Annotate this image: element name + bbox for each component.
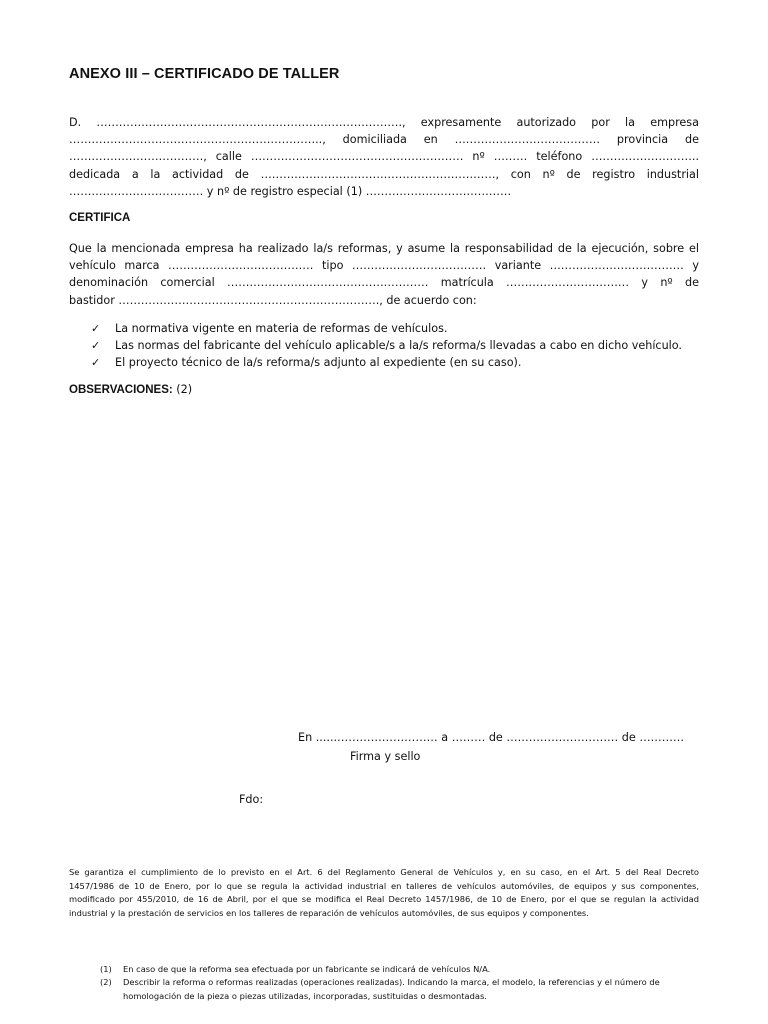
certifica-line: Que la mencionada empresa ha realizado la/s reformas, y asume la responsabilidad de la ejecución, sobre el [69,242,699,255]
footnote-text: Describir la reforma o reformas realizadas (operaciones realizadas). Indicando la marca, el modelo, la referencias y el número de [123,977,660,988]
checklist-item-text: La normativa vigente en materia de reformas de vehículos. [115,322,448,335]
footnotes [100,963,700,1003]
checklist-item [69,320,709,337]
document-page [69,66,699,82]
observaciones-label: OBSERVACIONES: [69,384,173,396]
intro-line: ………………………………, calle ………………………………………………… nº ……… teléfono ……………………….. [69,150,699,164]
footnote-number: (2) [100,977,112,988]
date-line: En ......……………………… a ……… de ………………………… de ………… [298,731,685,744]
footnote-1 [100,963,700,976]
footnote-text: homologación de la pieza o piezas utilizadas, incorporadas, sustituidas o desmontadas. [123,990,487,1001]
checklist-item [69,354,709,371]
certifica-line: denominación comercial ……………………………………………… matrícula …………………………… y nº de [69,276,699,290]
intro-line: D. ………………………………………………………………………., expresamente autorizado por la empresa [69,116,699,129]
certifica-heading: CERTIFICA [69,212,131,224]
intro-line: dedicada a la actividad de ………………………………………………………, con nº de registro industrial [69,167,699,181]
footnote-number: (1) [100,964,112,974]
document-title: ANEXO III – CERTIFICADO DE TALLER [69,66,340,82]
checklist-item-text: El proyecto técnico de la/s reforma/s adjunto al expediente (en su caso). [115,356,522,369]
signature-label: Firma y sello [350,750,421,763]
legal-line: Se garantiza el cumplimiento de lo previsto en el Art. 6 del Reglamento General de Vehículos y, en su caso, en el Art. 5 del Real Decreto [69,867,699,877]
fdo-label: Fdo: [239,793,264,806]
intro-line: ……………………………… y nº de registro especial (1) ………………………………… [69,184,512,198]
conformity-checklist [69,320,709,371]
legal-line: industrial y la prestación de servicios en los talleres de reparación de vehículos automóviles, de sus equipos y componentes. [69,907,589,918]
legal-line: modificado por 455/2010, de 16 de Abril, por el que se modifica el Real Decreto 1457/1986, de 10 de Enero, por el que se regulan la actividad [69,894,699,905]
checkmark-icon: ✓ [91,339,101,352]
intro-paragraph [69,114,699,200]
checklist-item [69,337,709,354]
footnote-text: En caso de que la reforma sea efectuada por un fabricante se indicará de vehículos N/A. [123,964,491,974]
intro-line: ………………………………………………………….., domiciliada en ………………………………… provincia de [69,133,699,147]
checkmark-icon: ✓ [91,322,101,335]
checkmark-icon: ✓ [91,356,101,369]
certifica-line: vehículo marca ………………………………… tipo ……………………………… variante ……………………………… y [69,259,699,273]
certifica-line: bastidor ……………………………………………………………., de acuerdo con: [69,293,477,307]
footnote-2 [100,976,700,1003]
legal-notice [69,866,699,920]
checklist-item-text: Las normas del fabricante del vehículo aplicable/s a la/s reforma/s llevadas a cabo en dicho vehículo. [115,339,682,352]
legal-line: 1457/1986 de 10 de Enero, por lo que se regula la actividad industrial en talleres de vehículos automóviles, de equipos y sus componentes, [69,880,699,891]
observaciones-note-ref: (2) [176,383,193,396]
observaciones-section [69,383,192,396]
certifica-paragraph [69,240,699,309]
